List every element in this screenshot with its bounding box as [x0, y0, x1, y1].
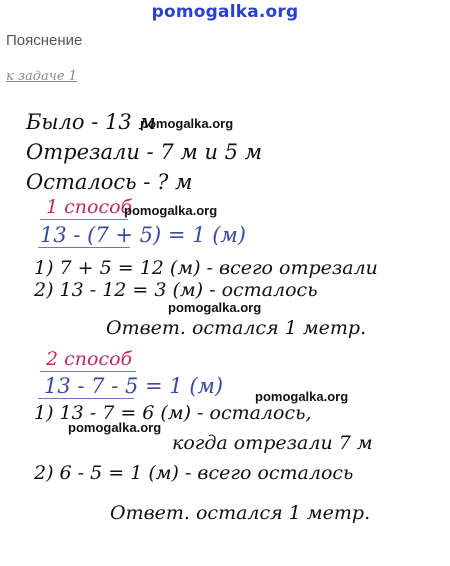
watermark: pomogalka.org — [255, 389, 349, 404]
method1-heading: 1 способ — [46, 196, 133, 218]
heading-underline — [40, 371, 136, 372]
method1-expression: 13 - (7 + 5) = 1 (м) — [40, 223, 247, 247]
method2-heading: 2 способ — [46, 348, 133, 370]
method2-expression: 13 - 7 - 5 = 1 (м) — [44, 374, 224, 398]
heading-underline — [40, 219, 128, 220]
task-link[interactable]: к задаче 1 — [6, 69, 77, 84]
method1-step: 2) 13 - 12 = 3 (м) - осталось — [34, 279, 318, 301]
method2-answer: Ответ. остался 1 метр. — [110, 502, 371, 524]
condition-line: Осталось - ? м — [26, 170, 193, 194]
expression-underline — [38, 398, 134, 399]
method2-step: когда отрезали 7 м — [172, 432, 373, 454]
watermark: pomogalka.org — [140, 116, 234, 131]
method1-answer: Ответ. остался 1 метр. — [106, 317, 367, 339]
watermark: pomogalka.org — [124, 203, 218, 218]
method1-step: 1) 7 + 5 = 12 (м) - всего отрезали — [34, 257, 378, 279]
condition-line: Было - 13 м — [26, 110, 156, 134]
condition-line: Отрезали - 7 м и 5 м — [26, 140, 263, 164]
site-title[interactable]: pomogalka.org — [151, 2, 299, 22]
watermark: pomogalka.org — [168, 300, 262, 315]
method2-step: 2) 6 - 5 = 1 (м) - всего осталось — [34, 462, 354, 484]
watermark: pomogalka.org — [68, 420, 162, 435]
method2-step: 1) 13 - 7 = 6 (м) - осталось, — [34, 402, 312, 424]
expression-underline — [38, 247, 130, 248]
section-title: Пояснение — [6, 32, 83, 49]
